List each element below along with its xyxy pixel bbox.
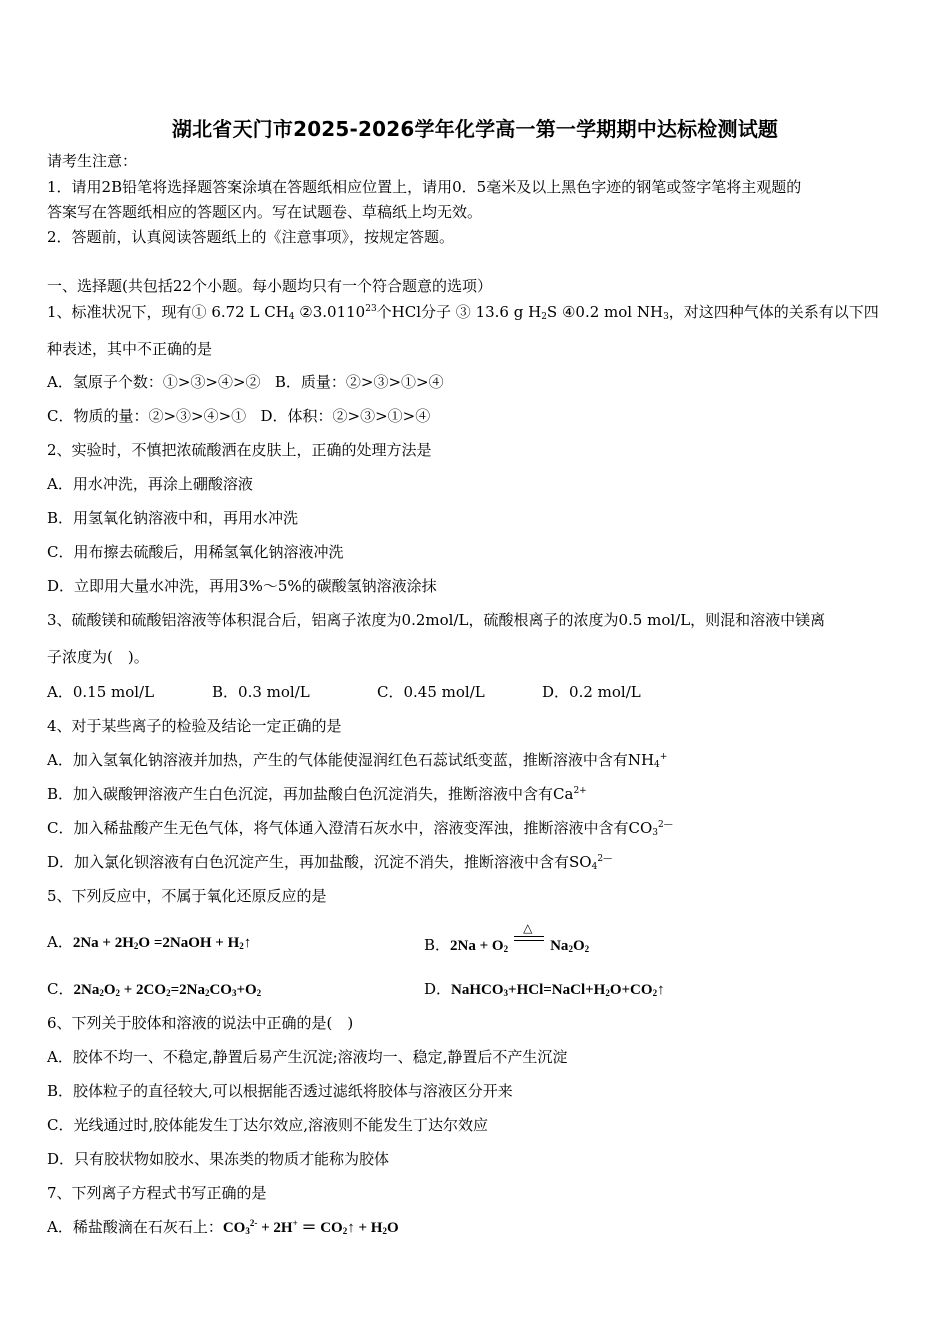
q5-stem: 5、下列反应中，不属于氧化还原反应的是 xyxy=(47,887,327,905)
q3-option-b[interactable]: B．0.3 mol/L xyxy=(212,683,310,701)
q5-option-b[interactable]: B．$2Na + O_2$ △ $Na_2O_2$ xyxy=(424,921,590,954)
q5-option-c[interactable]: C．$2Na_2O_2 + 2CO_2=2Na_2CO_3+O_2$ xyxy=(47,980,262,998)
notice-heading: 请考生注意： xyxy=(47,152,138,170)
q5-options-ab xyxy=(47,921,907,954)
q5-option-a[interactable]: A．$2Na + 2H_2O$ =2NaOH + $H_2↑$ xyxy=(47,933,252,951)
q2-option-a[interactable]: A．用水冲洗，再涂上硼酸溶液 xyxy=(47,475,253,493)
q5-equation-b: $2Na + O_2$ xyxy=(450,938,509,954)
q6-option-a[interactable]: A．胶体不均一、不稳定,静置后易产生沉淀;溶液均一、稳定,静置后不产生沉淀 xyxy=(47,1048,568,1066)
q3-option-a[interactable]: A．0.15 mol/L xyxy=(47,683,155,701)
q5-equation-d: $NaHCO_3+HCl=NaCl+H_2O+CO_2↑$ xyxy=(451,982,665,998)
q1-option-d[interactable]: D．体积：②>③>①>④ xyxy=(260,407,431,425)
q5-option-d[interactable]: D．$NaHCO_3+HCl=NaCl+H_2O+CO_2↑$ xyxy=(424,980,665,998)
q1-option-a[interactable]: A．氢原子个数：①>③>④>② xyxy=(47,373,261,391)
q3-stem-cont: 子浓度为( )。 xyxy=(47,648,149,666)
q7-stem: 7、下列离子方程式书写正确的是 xyxy=(47,1184,267,1202)
notice-line-1: 1．请用2B铅笔将选择题答案涂填在答题纸相应位置上，请用0．5毫米及以上黑色字迹的钢笔或签字笔将主观题的 xyxy=(47,178,802,196)
notice-line-3: 2．答题前，认真阅读答题纸上的《注意事项》，按规定答题。 xyxy=(47,228,455,246)
page-title: 湖北省天门市2025-2026学年化学高一第一学期期中达标检测试题 xyxy=(171,117,779,141)
q2-stem: 2、实验时，不慎把浓硫酸洒在皮肤上，正确的处理方法是 xyxy=(47,441,432,459)
q5-equation-c: $2Na_2O_2 + 2CO_2=2Na_2CO_3+O_2$ xyxy=(73,982,262,998)
q7-equation-a: $CO_3^{2-} + 2H^+$ ＝ $CO_2↑ + H_2O$ xyxy=(222,1218,399,1236)
q4-option-b[interactable]: B．加入碳酸钾溶液产生白色沉淀，再加盐酸白色沉淀消失，推断溶液中含有$Ca^{2+}$ xyxy=(47,785,587,803)
q4-option-a[interactable]: A．加入氢氧化钠溶液并加热，产生的气体能使湿润红色石蕊试纸变蓝，推断溶液中含有$NH_4^+$ xyxy=(47,751,668,770)
q3-stem: 3、硫酸镁和硫酸铝溶液等体积混合后，铝离子浓度为0.2mol/L，硫酸根离子的浓度为0.5 mol/L，则混和溶液中镁离 xyxy=(47,611,826,629)
q2-option-b[interactable]: B．用氢氧化钠溶液中和，再用水冲洗 xyxy=(47,509,299,527)
q4-option-c[interactable]: C．加入稀盐酸产生无色气体，将气体通入澄清石灰水中，溶液变浑浊，推断溶液中含有$CO_3^{2—}$ xyxy=(47,819,673,838)
q3-option-d[interactable]: D．0.2 mol/L xyxy=(542,683,641,701)
q5-equation-a: $2Na + 2H_2O$ =2NaOH + $H_2↑$ xyxy=(72,935,252,951)
q1-stem: 1、标准状况下，现有① 6.72 L $CH_4$ ②3.0110$^{23}$个HCl分子 ③ 13.6 g $H_2S$ ④0.2 mol $NH_3$，对这四种气体的关系有以下四 xyxy=(47,303,879,322)
q1-options-cd xyxy=(47,406,430,426)
q2-option-c[interactable]: C．用布擦去硫酸后，用稀氢氧化钠溶液冲洗 xyxy=(47,543,344,561)
q6-option-d[interactable]: D．只有胶状物如胶水、果冻类的物质才能称为胶体 xyxy=(47,1150,390,1168)
q1-option-b[interactable]: B．质量：②>③>①>④ xyxy=(274,373,444,391)
q3-option-c[interactable]: C．0.45 mol/L xyxy=(377,683,485,701)
notice-line-2: 答案写在答题纸相应的答题区内。写在试题卷、草稿纸上均无效。 xyxy=(47,203,483,221)
q6-option-b[interactable]: B．胶体粒子的直径较大,可以根据能否透过滤纸将胶体与溶液区分开来 xyxy=(47,1082,513,1100)
q1-option-c[interactable]: C．物质的量：②>③>④>① xyxy=(47,407,247,425)
section-heading: 一、选择题(共包括22个小题。每小题均只有一个符合题意的选项） xyxy=(47,277,492,295)
q6-option-c[interactable]: C．光线通过时,胶体能发生丁达尔效应,溶液则不能发生丁达尔效应 xyxy=(47,1116,489,1134)
q6-stem: 6、下列关于胶体和溶液的说法中正确的是( ) xyxy=(47,1014,354,1032)
q1-options-ab xyxy=(47,372,444,392)
q1-stem-cont: 种表述，其中不正确的是 xyxy=(47,340,213,358)
q4-stem: 4、对于某些离子的检验及结论一定正确的是 xyxy=(47,717,342,735)
q4-option-d[interactable]: D．加入氯化钡溶液有白色沉淀产生，再加盐酸，沉淀不消失，推断溶液中含有$SO_4^{2—}$ xyxy=(47,853,613,872)
q5-options-cd xyxy=(47,979,907,1000)
q7-option-a[interactable]: A．稀盐酸滴在石灰石上：$CO_3^{2-} + 2H^+$ ＝ $CO_2↑ + H_2O$ xyxy=(47,1218,399,1236)
heating-condition: △ xyxy=(514,932,544,948)
q2-option-d[interactable]: D．立即用大量水冲洗，再用3%～5%的碳酸氢钠溶液涂抹 xyxy=(47,577,437,595)
